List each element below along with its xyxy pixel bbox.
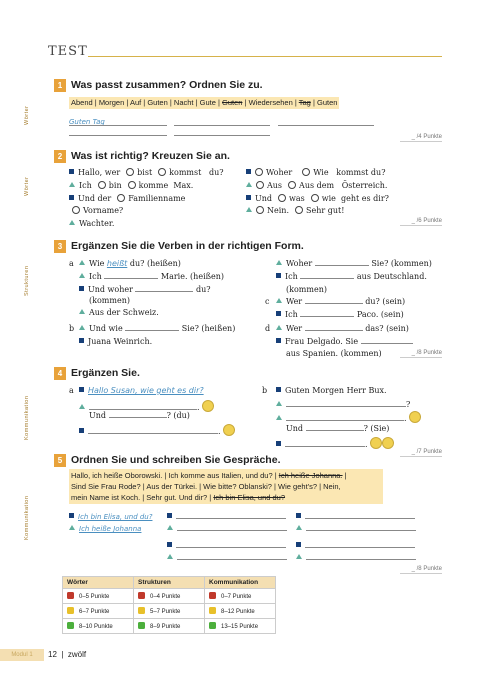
module-tab: Modul 1 <box>0 649 44 661</box>
dialogue-line[interactable] <box>167 553 287 563</box>
quiz-row: Woher Wie kommst du? <box>246 168 386 178</box>
section-title: Was ist richtig? Kreuzen Sie an. <box>71 150 230 162</box>
points-label: _ /7 Punkte <box>400 449 442 457</box>
page-title: TEST <box>48 44 88 59</box>
example-answer: Guten Tag <box>69 118 105 126</box>
score-cell: 8–9 Punkte <box>134 619 205 634</box>
quiz-row: Nein. Sehr gut! <box>246 206 344 216</box>
score-cell: 6–7 Punkte <box>63 604 134 619</box>
exercise-line: Juana Weinrich. <box>79 337 152 347</box>
section-number: 4 <box>54 367 66 380</box>
section-title: Ergänzen Sie. <box>71 367 140 379</box>
quiz-row: Wachter. <box>69 219 114 229</box>
radio-option[interactable] <box>288 181 296 189</box>
exercise-line: Ich Paco. (sein) <box>276 310 404 320</box>
dialogue-line: Ich heiße Johanna <box>69 524 141 534</box>
section-title: Was passt zusammen? Ordnen Sie zu. <box>71 79 263 91</box>
quiz-row: Hallo, wer bist kommst du? <box>69 168 224 178</box>
exercise-line: Und wie Sie? (heißen) <box>79 324 235 334</box>
exercise-line: Und ? (Sie) <box>286 424 390 433</box>
exercise-line: . <box>276 411 421 424</box>
smiley-icon <box>382 437 394 449</box>
dialogue-line[interactable] <box>167 524 287 534</box>
item-letter: a <box>69 259 74 268</box>
quiz-row: Vorname? <box>72 206 123 216</box>
exercise-line: . <box>276 437 394 450</box>
dialogue-line[interactable] <box>296 541 415 551</box>
exercise-line: Guten Morgen Herr Bux. <box>276 386 387 396</box>
section-side-label: Wörter <box>24 105 30 125</box>
exercise-line: ? <box>276 400 410 410</box>
exercise-line: (kommen) <box>89 296 130 305</box>
item-letter: c <box>265 297 270 306</box>
quiz-row: Ich bin komme Max. <box>69 181 193 191</box>
section-side-label: Strukturen <box>24 265 30 296</box>
score-header: Wörter <box>63 577 134 589</box>
exercise-line: Wie heißt du? (heißen) <box>79 259 181 269</box>
points-label: _ /4 Punkte <box>400 134 442 142</box>
quiz-row: Und der Familienname <box>69 194 185 204</box>
radio-option[interactable] <box>311 194 319 202</box>
answer-line[interactable] <box>278 125 374 126</box>
score-cell: 0–5 Punkte <box>63 589 134 604</box>
item-letter: b <box>69 324 75 333</box>
section-side-label: Kommunikation <box>24 395 30 440</box>
radio-option[interactable] <box>295 206 303 214</box>
score-cell: 13–15 Punkte <box>205 619 276 634</box>
radio-option[interactable] <box>256 206 264 214</box>
score-cell: 5–7 Punkte <box>134 604 205 619</box>
dialogue-line[interactable] <box>296 553 416 563</box>
smiley-icon <box>370 437 382 449</box>
item-letter: b <box>262 386 268 395</box>
score-table <box>62 576 276 634</box>
radio-option[interactable] <box>117 194 125 202</box>
dialogue-line[interactable] <box>167 512 286 522</box>
score-header: Strukturen <box>134 577 205 589</box>
score-cell: 8–10 Punkte <box>63 619 134 634</box>
smiley-icon <box>202 400 214 412</box>
quiz-row: Aus Aus dem Österreich. <box>246 181 387 191</box>
radio-option[interactable] <box>98 181 106 189</box>
exercise-line: Frau Delgado. Sie <box>276 337 413 347</box>
answer-line[interactable] <box>69 125 167 126</box>
radio-option[interactable] <box>128 181 136 189</box>
answer-line[interactable] <box>174 135 270 136</box>
radio-option[interactable] <box>278 194 286 202</box>
exercise-line: . <box>79 424 235 437</box>
radio-option[interactable] <box>158 168 166 176</box>
sentence-box: Hallo, ich heiße Oborowski. | Ich komme aus Italien, und du? | Ich heiße Johanna. | Sind Sie Frau Rode? | Aus der Türkei. | Wie bitte? Oblanski? | Wie geht's? | Nein, mein Name ist Koch. | Sehr gut. Und dir? | Ich bin Elisa, und du? <box>69 469 383 504</box>
section-title: Ordnen Sie und schreiben Sie Gespräche. <box>71 454 281 466</box>
dialogue-line[interactable] <box>296 512 415 522</box>
section-number: 3 <box>54 240 66 253</box>
section-number: 2 <box>54 150 66 163</box>
section-number: 5 <box>54 454 66 467</box>
dialogue-line: Ich bin Elisa, und du? <box>69 512 152 522</box>
exercise-line: Wer du? (sein) <box>276 297 405 307</box>
word-box: Abend | Morgen | Auf | Guten | Nacht | Gute | Guten | Wiedersehen | Tag | Guten <box>71 98 338 107</box>
exercise-line: Wer das? (sein) <box>276 324 409 334</box>
answer-line[interactable] <box>174 125 270 126</box>
exercise-line: Und woher du? <box>79 285 211 295</box>
radio-option[interactable] <box>72 206 80 214</box>
section-title: Ergänzen Sie die Verben in der richtigen Form. <box>71 240 304 252</box>
quiz-row: Und was wie geht es dir? <box>246 194 389 204</box>
exercise-line: Ich aus Deutschland. <box>276 272 427 282</box>
page-number: 12 | zwölf <box>48 650 87 659</box>
points-label: _ /8 Punkte <box>400 566 442 574</box>
radio-option[interactable] <box>256 181 264 189</box>
score-cell: 8–12 Punkte <box>205 604 276 619</box>
exercise-line: Aus der Schweiz. <box>79 308 159 318</box>
item-letter: a <box>69 386 74 395</box>
exercise-line: Und ? (du) <box>89 411 190 420</box>
smiley-icon <box>409 411 421 423</box>
exercise-line: Ich Marie. (heißen) <box>79 272 224 282</box>
title-rule <box>88 56 442 57</box>
exercise-line: (kommen) <box>286 285 327 294</box>
exercise-line: . <box>79 400 214 413</box>
exercise-line: Woher Sie? (kommen) <box>276 259 432 269</box>
answer-line[interactable] <box>69 135 167 136</box>
smiley-icon <box>223 424 235 436</box>
score-cell: 0–7 Punkte <box>205 589 276 604</box>
exercise-line: Hallo Susan, wie geht es dir? <box>79 386 204 396</box>
score-cell: 0–4 Punkte <box>134 589 205 604</box>
points-label: _ /8 Punkte <box>400 350 442 358</box>
dialogue-line[interactable] <box>296 524 416 534</box>
exercise-line: aus Spanien. (kommen) <box>286 349 382 358</box>
radio-option[interactable] <box>126 168 134 176</box>
radio-option[interactable] <box>255 168 263 176</box>
item-letter: d <box>265 324 271 333</box>
section-side-label: Kommunikation <box>24 495 30 540</box>
dialogue-line[interactable] <box>167 541 286 551</box>
score-header: Kommunikation <box>205 577 276 589</box>
section-number: 1 <box>54 79 66 92</box>
section-side-label: Wörter <box>24 176 30 196</box>
radio-option[interactable] <box>302 168 310 176</box>
points-label: _ /6 Punkte <box>400 218 442 226</box>
